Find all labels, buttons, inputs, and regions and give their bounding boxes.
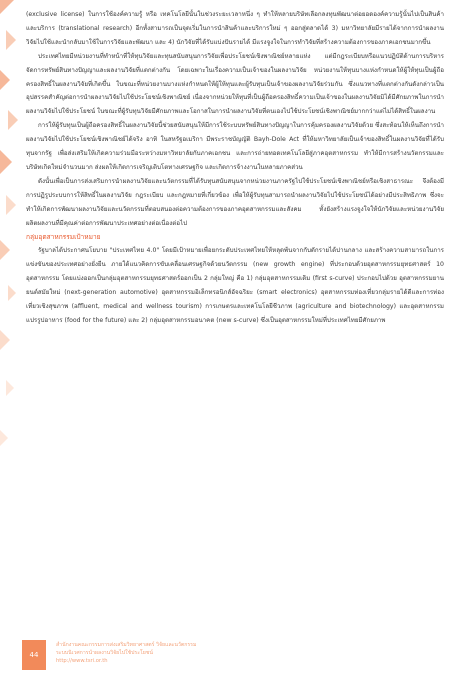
paragraph: (exclusive license) ในการใช้องค์ความรู้ หรือ เทคโนโลยีนั้นในช่วงระยะเวลาหนึ่ง ๆ ทำให้หลายบริษัทเลือกลงทุนพัฒนาต่อยอดองค์ความรู้นั้นไปเป็นสินค้าและบริการ (translational research) อีกทั้งสามารถเป็นจุดเริ่มในการนำสินค้าและบริการใหม่ ๆ ออกสู่ตลาดได้ 3) มหาวิทยาลัยมีรายได้จากการนำผลงานวิจัยไปใช้และนำกลับมาใช้ในการวิจัยและพัฒนา และ 4) นักวิจัยที่ได้รับแบ่งปันรายได้ มีแรงจูงใจในการทำวิจัยที่สร้างความต้องการของภาคเอกชนมากขึ้น (26, 11, 444, 46)
triangle-shape (6, 195, 16, 215)
document-body (26, 8, 444, 328)
triangle-shape (0, 70, 10, 90)
triangle-shape (0, 430, 8, 446)
triangle-shape (0, 0, 14, 14)
section-heading: กลุ่มอุตสาหกรรมเป้าหมาย (26, 232, 101, 241)
triangle-shape (8, 285, 16, 301)
paragraph: ดังนั้นเพื่อเป็นการส่งเสริมการนำผลงานวิจัยและนวัตกรรมที่ได้รับทุนสนับสนุนจากหน่วยงานภาครัฐไปใช้ประโยชน์เชิงพาณิชย์หรือเชิงสาธารณะ จึงต้องมีการปฏิรูประบบการให้สิทธิ์ในผลงานวิจัย กฎระเบียบ และกฎหมายที่เกี่ยวข้อง เพื่อให้ผู้รับทุนสามารถนำผลงานวิจัยไปใช้ประโยชน์ได้อย่างมีประสิทธิภาพ ซึ่งจะทำให้เกิดการพัฒนาผลงานวิจัยและนวัตกรรมที่ตอบสนองต่อความต้องการของภาคอุตสาหกรรมและสังคม ทั้งยังสร้างแรงจูงใจให้นักวิจัยและหน่วยงานวิจัยผลิตผลงานที่มีคุณค่าต่อการพัฒนาประเทศอย่างต่อเนื่องต่อไป (26, 177, 444, 227)
page-number: 44 (22, 640, 46, 670)
paragraph: รัฐบาลได้ประกาศนโยบาย "ประเทศไทย 4.0" โดยมีเป้าหมายเพื่อยกระดับประเทศไทยให้หลุดพ้นจากกับดักรายได้ปานกลาง และสร้างความสามารถในการแข่งขันของประเทศอย่างยั่งยืน ภายใต้แนวคิดการขับเคลื่อนเศรษฐกิจด้วยนวัตกรรม (new growth engine) ที่ประกอบด้วยอุตสาหกรรมยุทธศาสตร์ 10 อุตสาหกรรม โดยแบ่งออกเป็นกลุ่มอุตสาหกรรมยุทธศาสตร์ออกเป็น 2 กลุ่มใหญ่ คือ 1) กลุ่มอุตสาหกรรมเดิม (first s-curve) ประกอบไปด้วย อุตสาหกรรมยานยนต์สมัยใหม่ (next-generation automotive) อุตสาหกรรมอิเล็กทรอนิกส์อัจฉริยะ (smart electronics) อุตสาหกรรมท่องเที่ยวกลุ่มรายได้ดีและการท่องเที่ยวเชิงสุขภาพ (affluent, medical and wellness tourism) การเกษตรและเทคโนโลยีชีวภาพ (agriculture and biotechnology) และอุตสาหกรรมแปรรูปอาหาร (food for the future) และ 2) กลุ่มอุตสาหกรรมอนาคต (new s-curve) ซึ่งเป็นอุตสาหกรรมใหม่ที่ประเทศไทยมีศักยภาพ (26, 247, 444, 324)
triangle-shape (6, 30, 16, 50)
footer-line: สำนักงานคณะกรรมการส่งเสริมวิทยาศาสตร์ วิจัยและนวัตกรรม (56, 642, 197, 648)
paragraph: ประเทศไทยมีหน่วยงานที่ทำหน้าที่ให้ทุนวิจัยและทุนสนับสนุนการวิจัยเพื่อประโยชน์เชิงพาณิชย์หลายแห่ง แต่มีกฎระเบียบหรือแนวปฏิบัติด้านการบริหารจัดการทรัพย์สินทางปัญญาและผลงานวิจัยที่แตกต่างกัน โดยเฉพาะในเรื่องความเป็นเจ้าของในผลงานวิจัย หน่วยงานให้ทุนบางแห่งกำหนดให้ผู้ให้ทุนเป็นผู้ถือครองสิทธิ์ในผลงานวิจัยที่เกิดขึ้น ในขณะที่หน่วยงานบางแห่งกำหนดให้ผู้ให้ทุนและผู้รับทุนเป็นเจ้าของผลงานวิจัยร่วมกัน ซึ่งแนวทางที่แตกต่างกันดังกล่าวเป็นอุปสรรคสำคัญต่อการนำผลงานวิจัยไปใช้ประโยชน์เชิงพาณิชย์ เนื่องจากหน่วยให้ทุนที่เป็นผู้ถือครองสิทธิ์ความเป็นเจ้าของในผลงานวิจัยมิได้มีศักยภาพในการนำผลงานวิจัยไปใช้ประโยชน์ ในขณะที่ผู้รับทุนวิจัยมีศักยภาพและโอกาสในการนำผลงานวิจัยที่ตนเองไปใช้ประโยชน์เชิงพาณิชย์มากกว่าแต่ไม่ได้สิทธิ์ในผลงาน (26, 52, 444, 116)
decorative-triangles (0, 0, 24, 500)
footer-url: http://www.tsri.or.th (56, 658, 108, 664)
triangle-shape (8, 110, 18, 130)
page-footer (0, 640, 454, 680)
triangle-shape (0, 150, 12, 174)
footer-text (56, 641, 196, 665)
paragraph: การให้ผู้รับทุนเป็นผู้ถือครองสิทธิ์ในผลงานวิจัยนี้ช่วยสนับสนุนให้มีการใช้ระบบทรัพย์สินทางปัญญาในการคุ้มครองผลงานวิจัยด้วย ซึ่งสะท้อนให้เห็นถึงการนำผลงานวิจัยไปใช้ประโยชน์เชิงพาณิชย์ได้จริง อาทิ ในสหรัฐอเมริกา มีพระราชบัญญัติ Bayh-Dole Act ที่ให้มหาวิทยาลัยเป็นเจ้าของสิทธิ์ในผลงานวิจัยที่ได้รับทุนจากรัฐ เพื่อส่งเสริมให้เกิดความร่วมมือระหว่างมหาวิทยาลัยกับภาคเอกชน และการถ่ายทอดเทคโนโลยีสู่ภาคอุตสาหกรรม ทำให้มีการสร้างนวัตกรรมและบริษัทเกิดใหม่จำนวนมาก ส่งผลให้เกิดการเจริญเติบโตทางเศรษฐกิจ และเกิดการจ้างงานในหลายภาคส่วน (26, 122, 444, 171)
triangle-shape (6, 380, 14, 396)
triangle-shape (0, 330, 10, 350)
triangle-shape (0, 240, 10, 260)
footer-line: ระบบนิเวศการนำผลงานวิจัยไปใช้ประโยชน์ (56, 650, 153, 656)
